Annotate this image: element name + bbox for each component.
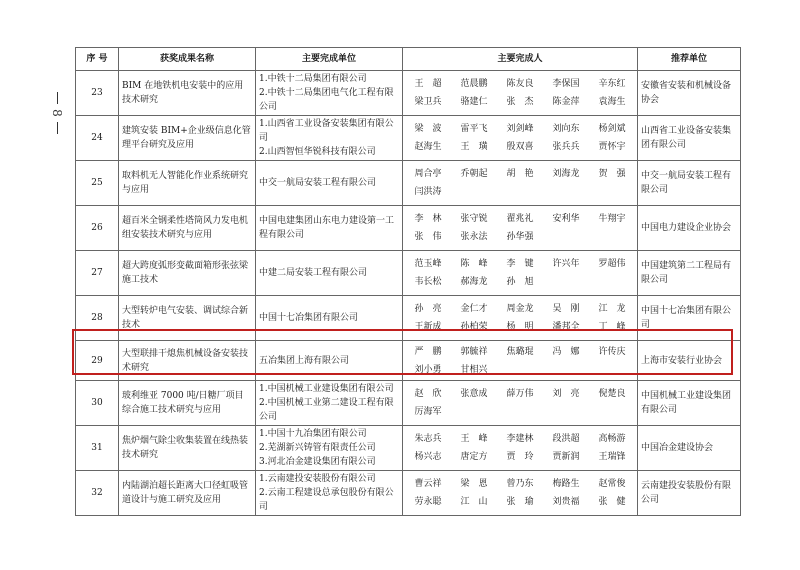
completion-units xyxy=(256,206,403,251)
person-name: 雷平飞 xyxy=(460,124,488,134)
unit-item: 中交一航局安装工程有限公司 xyxy=(259,178,377,188)
achievement-name: 焦炉烟气除尘收集装置在线热装技术研究 xyxy=(119,426,256,471)
achievement-name: BIM 在地铁机电安装中的应用技术研究 xyxy=(119,71,256,116)
person-name: 许兴年 xyxy=(552,259,580,269)
recommender: 中国冶金建设协会 xyxy=(638,426,741,471)
table-row xyxy=(76,71,741,116)
person-name: 翟兆礼 xyxy=(506,214,534,224)
recommender: 中国建筑第二工程局有限公司 xyxy=(638,251,741,296)
person-name: 王 超 xyxy=(414,79,442,89)
person-name: 王瑞锋 xyxy=(598,452,626,462)
completion-units xyxy=(256,116,403,161)
person-name: 郝海龙 xyxy=(460,277,488,287)
person-name: 潘邦全 xyxy=(552,322,580,332)
header-units: 主要完成单位 xyxy=(256,48,403,71)
unit-item: 中国电建集团山东电力建设第一工程有限公司 xyxy=(259,216,395,240)
person-name: 杨 明 xyxy=(506,322,534,332)
recommender: 安徽省安装和机械设备协会 xyxy=(638,71,741,116)
person-name: 高畅游 xyxy=(598,434,626,444)
achievement-name: 超百米全钢柔性塔筒风力发电机组安装技术研究与应用 xyxy=(119,206,256,251)
person-name: 甘相兴 xyxy=(460,364,488,375)
person-name: 刘向东 xyxy=(552,124,580,134)
person-name: 周金龙 xyxy=(506,304,534,314)
person-name: 刘小勇 xyxy=(414,364,442,375)
person-name: 王 璜 xyxy=(460,142,488,152)
person-name: 张永法 xyxy=(460,232,488,242)
person-name: 乔朝起 xyxy=(460,169,488,179)
table-row xyxy=(76,251,741,296)
person-name: 杨剑斌 xyxy=(598,124,626,134)
person-name: 张 杰 xyxy=(506,97,534,107)
table-row xyxy=(76,161,741,206)
row-number: 31 xyxy=(76,426,119,471)
person-name: 许传庆 xyxy=(598,346,626,357)
row-number: 30 xyxy=(76,381,119,426)
row-number: 26 xyxy=(76,206,119,251)
people-grid xyxy=(406,120,634,156)
table-row xyxy=(76,116,741,161)
awards-table xyxy=(75,47,741,516)
person-name: 朱志兵 xyxy=(414,434,442,444)
person-name: 罗超伟 xyxy=(598,259,626,269)
person-name: 张兵兵 xyxy=(552,142,580,152)
header-no: 序 号 xyxy=(76,48,119,71)
people-grid xyxy=(406,210,634,246)
unit-item: 1.中铁十二局集团有限公司 xyxy=(259,74,367,84)
person-name: 胡 艳 xyxy=(506,169,534,179)
person-name: 梁 恩 xyxy=(460,479,488,489)
person-name: 段洪超 xyxy=(552,434,580,444)
row-number: 24 xyxy=(76,116,119,161)
achievement-name: 大型转炉电气安装、调试综合新技术 xyxy=(119,296,256,341)
completion-people xyxy=(403,161,638,206)
person-name: 丁 峰 xyxy=(598,322,626,332)
completion-units xyxy=(256,161,403,206)
person-name: 孙柏荣 xyxy=(460,322,488,332)
person-name: 陈友良 xyxy=(506,79,534,89)
person-name: 严 鹏 xyxy=(414,346,442,357)
person-name: 金仁才 xyxy=(460,304,488,314)
person-name: 孙 旭 xyxy=(506,277,534,287)
person-name: 梅路生 xyxy=(552,479,580,489)
person-name: 袁海生 xyxy=(598,97,626,107)
table-row xyxy=(76,341,741,381)
person-name: 孙 亮 xyxy=(414,304,442,314)
person-name: 劳永聪 xyxy=(414,497,442,507)
person-name: 冯 娜 xyxy=(552,346,580,357)
person-name: 赵常俊 xyxy=(598,479,626,489)
completion-units xyxy=(256,426,403,471)
achievement-name: 大型联排干熄焦机械设备安装技术研究 xyxy=(119,341,256,381)
row-number: 25 xyxy=(76,161,119,206)
person-name: 贾怀宇 xyxy=(598,142,626,152)
person-name: 焦璐琨 xyxy=(506,346,534,357)
completion-people xyxy=(403,71,638,116)
people-grid xyxy=(406,385,634,421)
recommender: 中国机械工业建设集团有限公司 xyxy=(638,381,741,426)
person-name: 赵 欣 xyxy=(414,389,442,399)
recommender: 云南建投安装股份有限公司 xyxy=(638,471,741,516)
completion-units xyxy=(256,341,403,381)
completion-units xyxy=(256,296,403,341)
person-name: 李 林 xyxy=(414,214,442,224)
person-name: 梁 波 xyxy=(414,124,442,134)
person-name: 李建林 xyxy=(506,434,534,444)
person-name: 辛东红 xyxy=(598,79,626,89)
achievement-name: 取料机无人智能化作业系统研究与应用 xyxy=(119,161,256,206)
person-name: 赵海生 xyxy=(414,142,442,152)
recommender: 中国十七冶集团有限公司 xyxy=(638,296,741,341)
row-number: 28 xyxy=(76,296,119,341)
table-row xyxy=(76,381,741,426)
person-name: 张 伟 xyxy=(414,232,442,242)
header-recommender: 推荐单位 xyxy=(638,48,741,71)
row-number: 29 xyxy=(76,341,119,381)
person-name: 江 龙 xyxy=(598,304,626,314)
person-name: 刘 亮 xyxy=(552,389,580,399)
unit-item: 2.山西智恒华锐科技有限公司 xyxy=(259,147,376,157)
page-number-digit: 8 xyxy=(49,109,64,117)
header-people: 主要完成人 xyxy=(403,48,638,71)
unit-item: 1.中国十九冶集团有限公司 xyxy=(259,429,367,439)
person-name: 王新成 xyxy=(414,322,442,332)
recommender: 中国电力建设企业协会 xyxy=(638,206,741,251)
completion-units xyxy=(256,381,403,426)
recommender: 中交一航局安装工程有限公司 xyxy=(638,161,741,206)
person-name: 张 健 xyxy=(598,497,626,507)
unit-item: 3.河北冶金建设集团有限公司 xyxy=(259,457,376,467)
person-name: 闫洪涛 xyxy=(414,187,442,197)
completion-people xyxy=(403,341,638,381)
unit-item: 2.中国机械工业第二建设工程有限公司 xyxy=(259,398,394,422)
completion-people xyxy=(403,296,638,341)
person-name: 江 山 xyxy=(460,497,488,507)
recommender: 上海市安装行业协会 xyxy=(638,341,741,381)
unit-item: 中建二局安装工程有限公司 xyxy=(259,268,368,278)
person-name: 刘海龙 xyxy=(552,169,580,179)
person-name: 周合亭 xyxy=(414,169,442,179)
unit-item: 1.山西省工业设备安装集团有限公司 xyxy=(259,119,394,143)
recommender: 山西省工业设备安装集团有限公司 xyxy=(638,116,741,161)
table-row xyxy=(76,426,741,471)
person-name: 陈金萍 xyxy=(552,97,580,107)
completion-people xyxy=(403,206,638,251)
unit-item: 五冶集团上海有限公司 xyxy=(259,355,350,366)
person-name: 曾乃东 xyxy=(506,479,534,489)
person-name: 刘贵福 xyxy=(552,497,580,507)
person-name: 唐定方 xyxy=(460,452,488,462)
unit-item: 2.云南工程建设总承包股份有限公司 xyxy=(259,488,394,512)
people-grid xyxy=(406,475,634,511)
row-number: 32 xyxy=(76,471,119,516)
person-name: 张 瑜 xyxy=(506,497,534,507)
person-name: 安利华 xyxy=(552,214,580,224)
unit-item: 1.中国机械工业建设集团有限公司 xyxy=(259,384,394,394)
person-name: 厉海军 xyxy=(414,407,442,417)
person-name: 王 峰 xyxy=(460,434,488,444)
person-name: 张守锐 xyxy=(460,214,488,224)
achievement-name: 建筑安装 BIM+企业级信息化管理平台研究及应用 xyxy=(119,116,256,161)
unit-item: 2.芜湖新兴铸管有限责任公司 xyxy=(259,443,376,453)
completion-people xyxy=(403,381,638,426)
unit-item: 2.中铁十二局集团电气化工程有限公司 xyxy=(259,88,394,112)
person-name: 范玉峰 xyxy=(414,259,442,269)
person-name: 张意成 xyxy=(460,389,488,399)
table-row xyxy=(76,471,741,516)
person-name: 曹云祥 xyxy=(414,479,442,489)
unit-item: 1.云南建投安装股份有限公司 xyxy=(259,474,376,484)
achievement-name: 超大跨度弧形变截面箱形张弦梁施工技术 xyxy=(119,251,256,296)
person-name: 殷双喜 xyxy=(506,142,534,152)
achievement-name: 玻利维亚 7000 吨/日糖厂项目综合施工技术研究与应用 xyxy=(119,381,256,426)
person-name: 倪楚良 xyxy=(598,389,626,399)
people-grid xyxy=(406,75,634,111)
people-grid xyxy=(406,430,634,466)
completion-people xyxy=(403,471,638,516)
completion-units xyxy=(256,251,403,296)
header-name: 获奖成果名称 xyxy=(119,48,256,71)
person-name: 贺 强 xyxy=(598,169,626,179)
person-name: 韦长松 xyxy=(414,277,442,287)
people-grid xyxy=(406,165,634,201)
page-number xyxy=(50,92,64,134)
table-body xyxy=(76,71,741,516)
person-name: 贾新润 xyxy=(552,452,580,462)
person-name: 刘剑峰 xyxy=(506,124,534,134)
completion-people xyxy=(403,116,638,161)
person-name: 李保国 xyxy=(552,79,580,89)
person-name: 陈 峰 xyxy=(460,259,488,269)
person-name: 范晨鹏 xyxy=(460,79,488,89)
row-number: 27 xyxy=(76,251,119,296)
completion-people xyxy=(403,251,638,296)
person-name: 骆建仁 xyxy=(460,97,488,107)
people-grid xyxy=(406,255,634,291)
person-name: 贾 玲 xyxy=(506,452,534,462)
unit-item: 中国十七冶集团有限公司 xyxy=(259,313,359,323)
table-header-row xyxy=(76,48,741,71)
person-name: 梁卫兵 xyxy=(414,97,442,107)
people-grid xyxy=(406,300,634,336)
completion-people xyxy=(403,426,638,471)
person-name: 牛翔宇 xyxy=(598,214,626,224)
person-name: 郭毓祥 xyxy=(460,346,488,357)
achievement-name: 内陆湖泊超长距离大口径虹吸管道设计与施工研究及应用 xyxy=(119,471,256,516)
completion-units xyxy=(256,471,403,516)
person-name: 李 键 xyxy=(506,259,534,269)
person-name: 薛万伟 xyxy=(506,389,534,399)
completion-units xyxy=(256,71,403,116)
people-grid xyxy=(406,343,634,379)
table-row xyxy=(76,296,741,341)
row-number: 23 xyxy=(76,71,119,116)
person-name: 孙华强 xyxy=(506,232,534,242)
table-row xyxy=(76,206,741,251)
person-name: 杨兴志 xyxy=(414,452,442,462)
person-name: 吴 刚 xyxy=(552,304,580,314)
